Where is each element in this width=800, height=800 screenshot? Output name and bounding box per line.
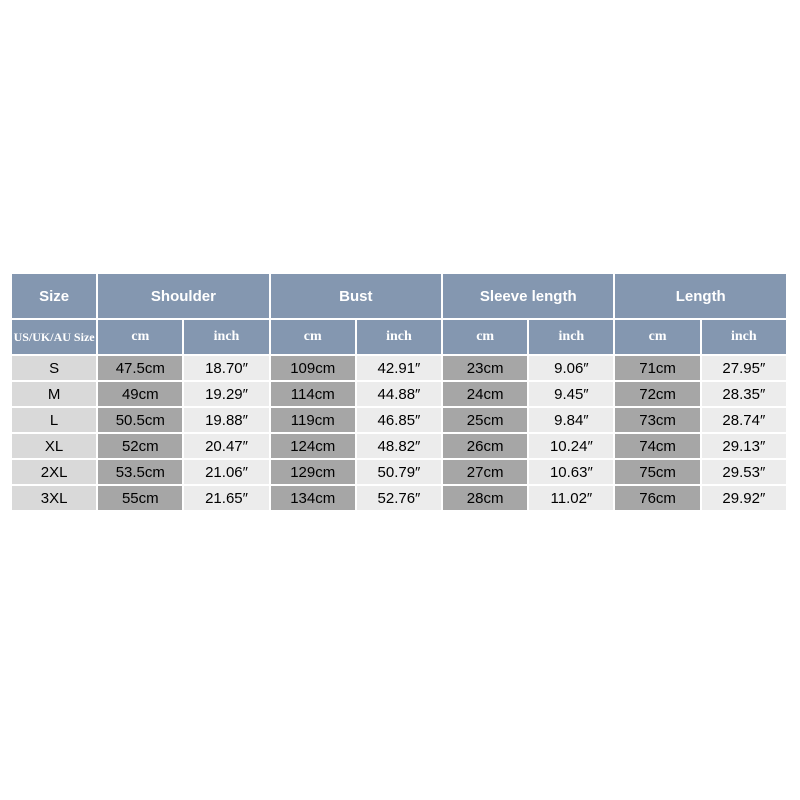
- shoulder-cm-cell: 47.5cm: [98, 356, 182, 380]
- size-cell: L: [12, 408, 96, 432]
- length-cm-cell: 71cm: [615, 356, 699, 380]
- length-cm-cell: 73cm: [615, 408, 699, 432]
- size-cell: 2XL: [12, 460, 96, 484]
- region-size-label: US/UK/AU Size: [12, 320, 96, 354]
- length-inch-cell: 28.35″: [702, 382, 786, 406]
- shoulder-inch-cell: 19.88″: [184, 408, 268, 432]
- sleeve-length-inch-cell: 10.24″: [529, 434, 613, 458]
- length-inch-cell: 27.95″: [702, 356, 786, 380]
- sleeve-length-inch-cell: 9.45″: [529, 382, 613, 406]
- length-inch-cell: 29.92″: [702, 486, 786, 510]
- size-cell: M: [12, 382, 96, 406]
- unit-cm-label: cm: [98, 320, 182, 354]
- shoulder-cm-cell: 55cm: [98, 486, 182, 510]
- bust-cm-cell: 124cm: [271, 434, 355, 458]
- bust-header: Bust: [271, 274, 441, 318]
- length-cm-cell: 74cm: [615, 434, 699, 458]
- unit-cm-label: cm: [271, 320, 355, 354]
- size-cell: 3XL: [12, 486, 96, 510]
- sleeve-length-cm-cell: 26cm: [443, 434, 527, 458]
- unit-cm-label: cm: [615, 320, 699, 354]
- sleeve-length-cm-cell: 25cm: [443, 408, 527, 432]
- shoulder-cm-cell: 53.5cm: [98, 460, 182, 484]
- shoulder-inch-cell: 21.06″: [184, 460, 268, 484]
- bust-cm-cell: 109cm: [271, 356, 355, 380]
- unit-row: [12, 320, 786, 354]
- bust-cm-cell: 114cm: [271, 382, 355, 406]
- table-row: [12, 356, 786, 380]
- table-row: [12, 460, 786, 484]
- bust-inch-cell: 46.85″: [357, 408, 441, 432]
- table-row: [12, 408, 786, 432]
- shoulder-cm-cell: 50.5cm: [98, 408, 182, 432]
- sleeve-length-header: Sleeve length: [443, 274, 613, 318]
- bust-cm-cell: 129cm: [271, 460, 355, 484]
- table-row: [12, 434, 786, 458]
- sleeve-length-inch-cell: 9.84″: [529, 408, 613, 432]
- shoulder-cm-cell: 49cm: [98, 382, 182, 406]
- table-row: [12, 486, 786, 510]
- shoulder-inch-cell: 21.65″: [184, 486, 268, 510]
- sleeve-length-cm-cell: 28cm: [443, 486, 527, 510]
- size-chart-table: [10, 272, 788, 512]
- size-cell: S: [12, 356, 96, 380]
- unit-cm-label: cm: [443, 320, 527, 354]
- length-inch-cell: 29.13″: [702, 434, 786, 458]
- bust-cm-cell: 134cm: [271, 486, 355, 510]
- length-inch-cell: 28.74″: [702, 408, 786, 432]
- bust-inch-cell: 42.91″: [357, 356, 441, 380]
- length-inch-cell: 29.53″: [702, 460, 786, 484]
- unit-inch-label: inch: [529, 320, 613, 354]
- sleeve-length-inch-cell: 9.06″: [529, 356, 613, 380]
- bust-inch-cell: 50.79″: [357, 460, 441, 484]
- sleeve-length-inch-cell: 10.63″: [529, 460, 613, 484]
- size-header: Size: [12, 274, 96, 318]
- size-rows: [12, 356, 786, 510]
- bust-inch-cell: 44.88″: [357, 382, 441, 406]
- unit-inch-label: inch: [357, 320, 441, 354]
- sleeve-length-cm-cell: 27cm: [443, 460, 527, 484]
- header-row: [12, 274, 786, 318]
- length-cm-cell: 72cm: [615, 382, 699, 406]
- sleeve-length-inch-cell: 11.02″: [529, 486, 613, 510]
- sleeve-length-cm-cell: 23cm: [443, 356, 527, 380]
- shoulder-inch-cell: 19.29″: [184, 382, 268, 406]
- shoulder-inch-cell: 20.47″: [184, 434, 268, 458]
- bust-inch-cell: 48.82″: [357, 434, 441, 458]
- table-row: [12, 382, 786, 406]
- bust-cm-cell: 119cm: [271, 408, 355, 432]
- shoulder-cm-cell: 52cm: [98, 434, 182, 458]
- bust-inch-cell: 52.76″: [357, 486, 441, 510]
- unit-inch-label: inch: [702, 320, 786, 354]
- length-cm-cell: 75cm: [615, 460, 699, 484]
- length-cm-cell: 76cm: [615, 486, 699, 510]
- unit-inch-label: inch: [184, 320, 268, 354]
- sleeve-length-cm-cell: 24cm: [443, 382, 527, 406]
- length-header: Length: [615, 274, 786, 318]
- size-cell: XL: [12, 434, 96, 458]
- shoulder-header: Shoulder: [98, 274, 268, 318]
- shoulder-inch-cell: 18.70″: [184, 356, 268, 380]
